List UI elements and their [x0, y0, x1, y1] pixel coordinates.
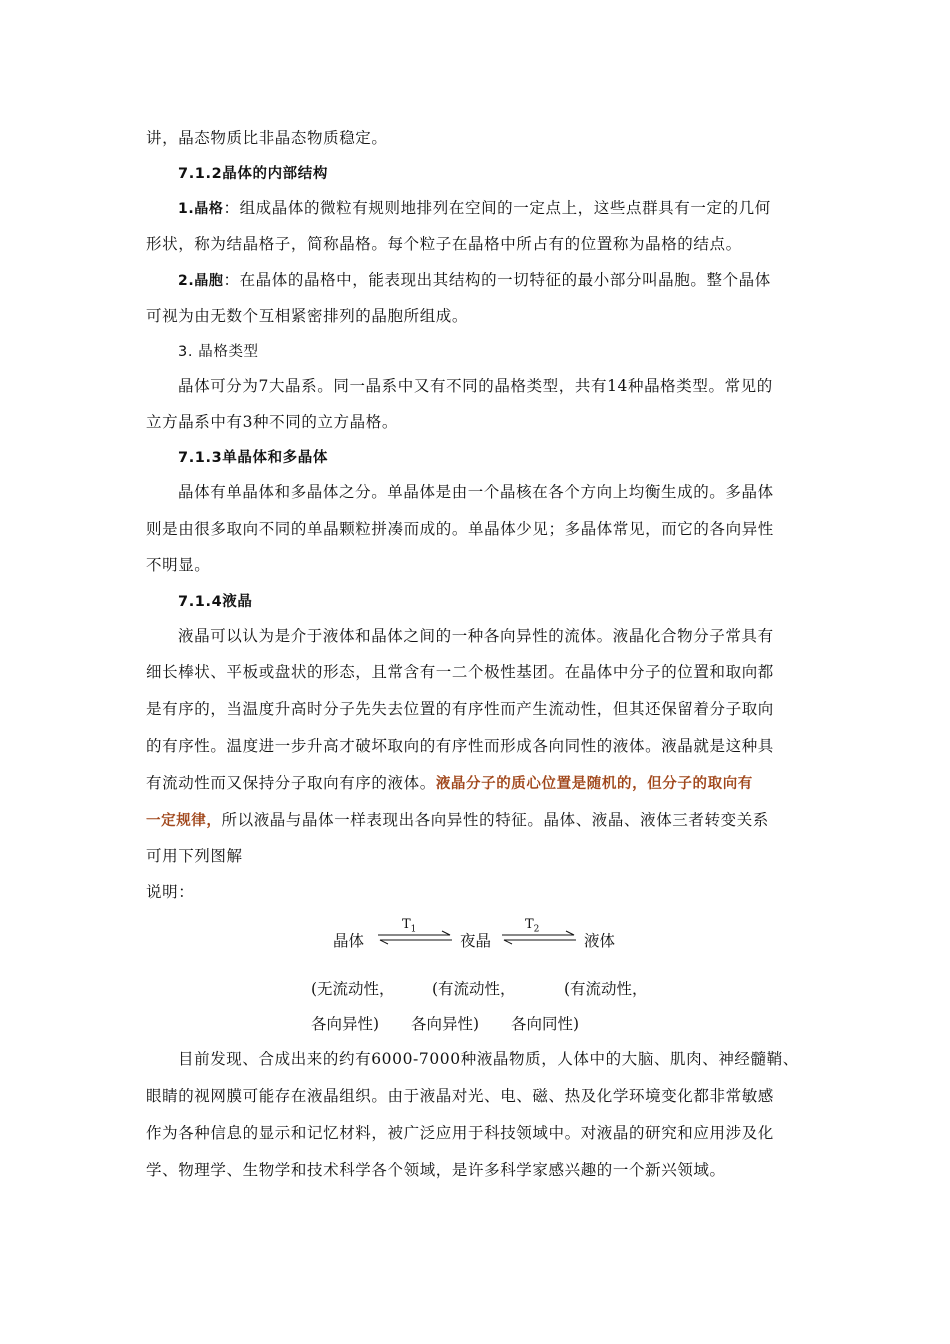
- property-lc-flow: (有流动性，: [432, 980, 516, 998]
- temperature-label-t1: $T_1$: [402, 917, 417, 935]
- paragraph-line: 有流动性而又保持分子取向有序的液体。液晶分子的质心位置是随机的，但分子的取向有: [146, 774, 753, 792]
- state-crystal: 晶体: [333, 932, 365, 950]
- paragraph-line: 液晶可以认为是介于液体和晶体之间的一种各向异性的流体。液晶化合物分子常具有: [178, 627, 774, 645]
- paragraph-line: 说明：: [146, 883, 195, 901]
- paragraph-line: 2.晶胞：在晶体的晶格中，能表现出其结构的一切特征的最小部分叫晶胞。整个晶体: [178, 271, 771, 289]
- paragraph-line: 眼睛的视网膜可能存在液晶组织。由于液晶对光、电、磁、热及化学环境变化都非常敏感: [146, 1087, 774, 1105]
- highlight-text: 一定规律，: [146, 813, 222, 829]
- paragraph-line: 不明显。: [146, 556, 211, 574]
- paragraph-line: 则是由很多取向不同的单晶颗粒拼凑而成的。单晶体少见；多晶体常见，而它的各向异性: [146, 520, 774, 538]
- temperature-label-t2: $T_2$: [525, 917, 540, 935]
- paragraph-line: 是有序的，当温度升高时分子先失去位置的有序性而产生流动性，但其还保留着分子取向: [146, 700, 774, 718]
- paragraph-line: 可视为由无数个互相紧密排列的晶胞所组成。: [146, 307, 469, 325]
- paragraph-line: 1.晶格：组成晶体的微粒有规则地排列在空间的一定点上，这些点群具有一定的几何: [178, 199, 771, 217]
- paragraph-line: 学、物理学、生物学和技术科学各个领域，是许多科学家感兴趣的一个新兴领域。: [146, 1161, 726, 1179]
- property-crystal-flow: (无流动性，: [311, 980, 395, 998]
- paragraph-line: 讲，晶态物质比非晶态物质稳定。: [146, 129, 388, 147]
- section-heading: 7.1.4液晶: [178, 594, 253, 610]
- equilibrium-arrow-2: [500, 930, 578, 946]
- paragraph-line: 晶体有单晶体和多晶体之分。单晶体是由一个晶核在各个方向上均衡生成的。多晶体: [178, 483, 774, 501]
- paragraph-line: 目前发现、合成出来的约有6000-7000种液晶物质，人体中的大脑、肌肉、神经髓鞘、: [178, 1050, 799, 1068]
- paragraph-line: 细长棒状、平板或盘状的形态，且常含有一二个极性基团。在晶体中分子的位置和取向都: [146, 663, 774, 681]
- paragraph-line: 形状，称为结晶格子，简称晶格。每个粒子在晶格中所占有的位置称为晶格的结点。: [146, 235, 742, 253]
- property-liquid-flow: (有流动性，: [564, 980, 648, 998]
- section-heading: 7.1.3单晶体和多晶体: [178, 450, 328, 466]
- paragraph-line: 一定规律，所以液晶与晶体一样表现出各向异性的特征。晶体、液晶、液体三者转变关系: [146, 811, 769, 829]
- paragraph-line: 晶体可分为7大晶系。同一晶系中又有不同的晶格类型，共有14种晶格类型。常见的: [178, 377, 773, 395]
- highlight-text: 液晶分子的质心位置是随机的，但分子的取向有: [435, 776, 753, 792]
- paragraph-line: 可用下列图解: [146, 847, 243, 865]
- property-lc-iso: 各向异性): [411, 1015, 480, 1033]
- subsection-heading: 3. 晶格类型: [178, 344, 259, 360]
- paragraph-line: 作为各种信息的显示和记忆材料，被广泛应用于科技领域中。对液晶的研究和应用涉及化: [146, 1124, 774, 1142]
- paragraph-line: 的有序性。温度进一步升高才破坏取向的有序性而形成各向同性的液体。液晶就是这种具: [146, 737, 774, 755]
- equilibrium-arrow-1: [376, 930, 454, 946]
- state-liquid: 液体: [584, 932, 616, 950]
- property-crystal-iso: 各向异性): [311, 1015, 380, 1033]
- state-liquid-crystal: 夜晶: [460, 932, 492, 950]
- section-heading: 7.1.2晶体的内部结构: [178, 166, 328, 182]
- property-liquid-iso: 各向同性): [511, 1015, 580, 1033]
- paragraph-line: 立方晶系中有3种不同的立方晶格。: [146, 413, 398, 431]
